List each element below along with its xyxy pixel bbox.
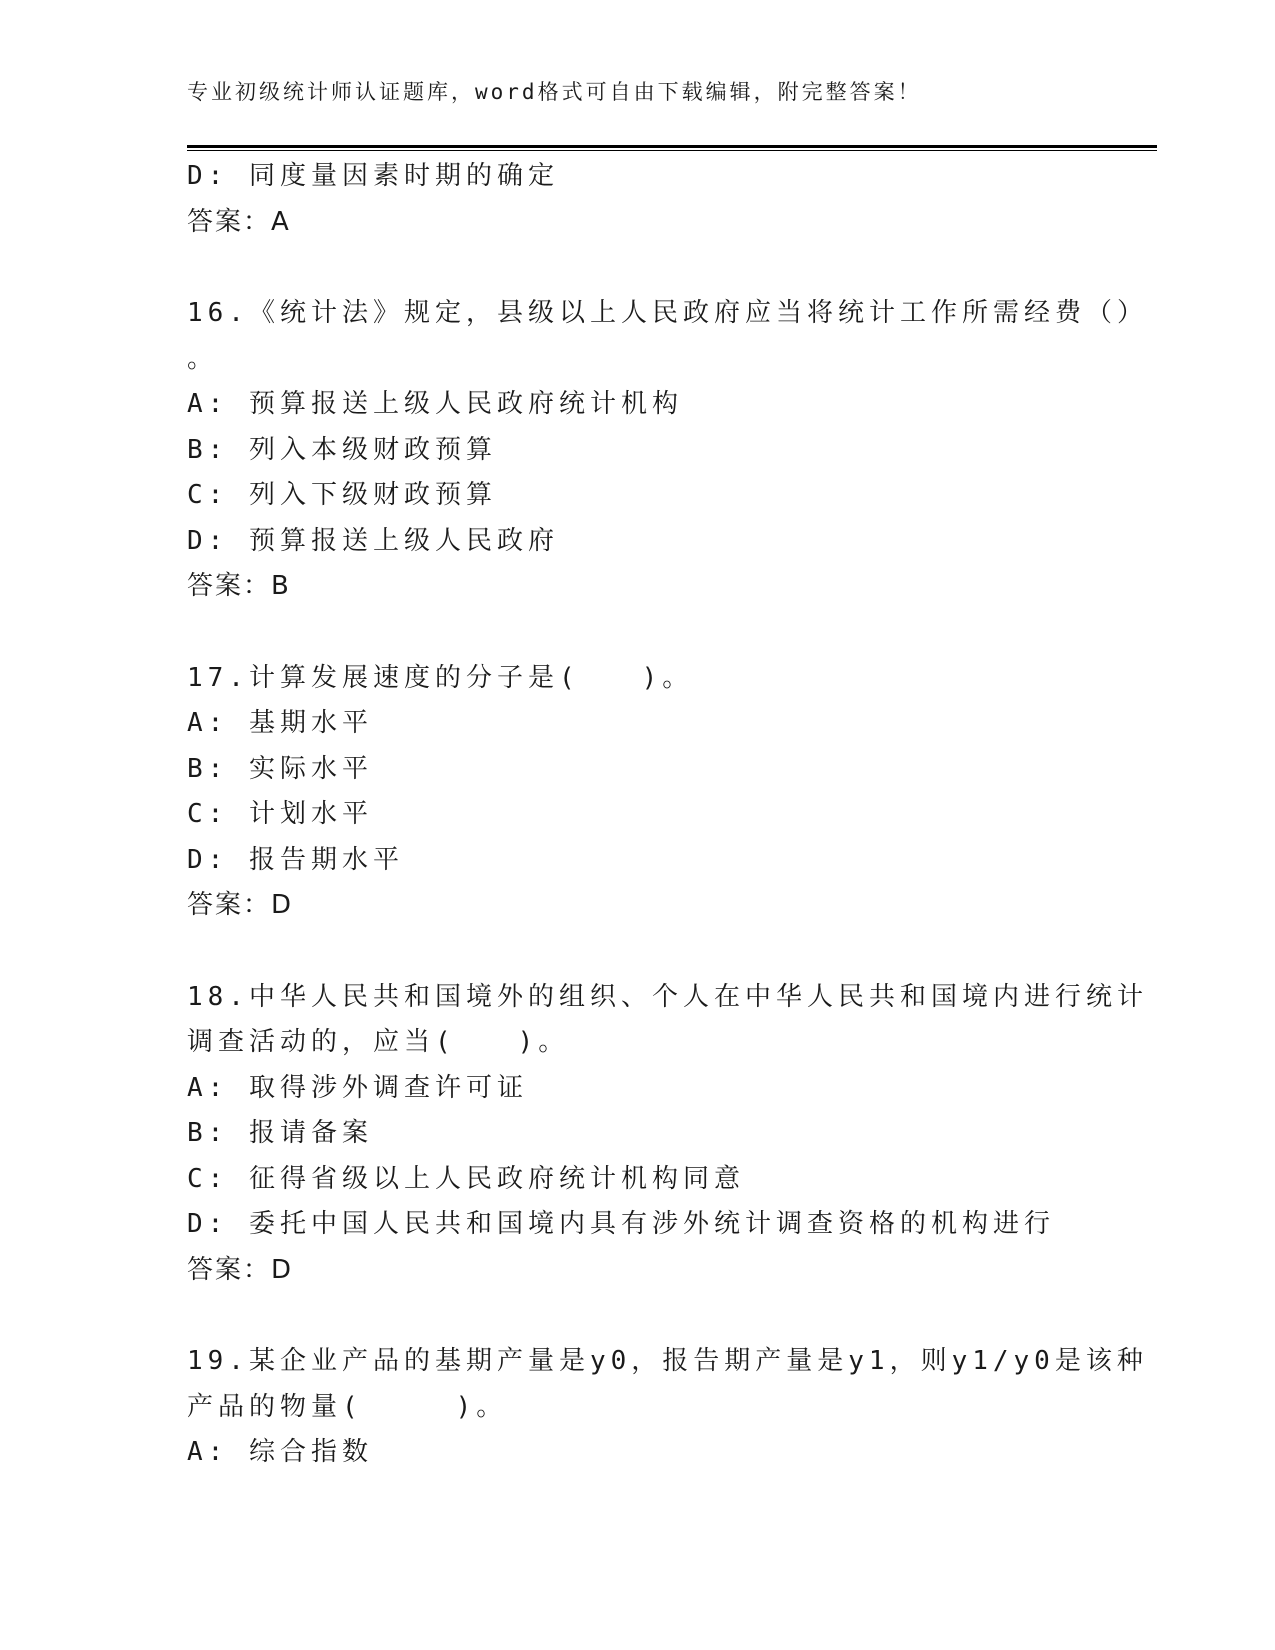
option-c: C: 计划水平 (187, 799, 373, 829)
option-a: A: 预算报送上级人民政府统计机构 (187, 389, 683, 419)
option-a: A: 综合指数 (187, 1437, 373, 1467)
question-list (187, 154, 1148, 1476)
spacer (187, 929, 1087, 975)
question-stem: 19.某企业产品的基期产量是y0，报告期产量是y1，则y1/y0是该种 (187, 1346, 1148, 1376)
option-a: A: 基期水平 (187, 708, 373, 738)
question-block (187, 975, 1148, 1294)
spacer (187, 245, 1087, 291)
question-stem: 16.《统计法》规定，县级以上人民政府应当将统计工作所需经费（） (187, 298, 1148, 328)
option-d: D: 报告期水平 (187, 844, 404, 875)
question-block (187, 1339, 1148, 1476)
question-stem: 18.中华人民共和国境外的组织、个人在中华人民共和国境内进行统计 (187, 981, 1148, 1012)
question-stem-continued: 产品的物量( )。 (187, 1391, 508, 1422)
option-d: D: 预算报送上级人民政府 (187, 525, 559, 556)
option-a: A: 取得涉外调查许可证 (187, 1072, 528, 1103)
spacer (187, 1293, 1087, 1339)
option-b: B: 列入本级财政预算 (187, 434, 497, 465)
answer-line: 答案：A (187, 206, 291, 237)
answer-line: 答案：D (187, 890, 294, 920)
option-b: B: 报请备案 (187, 1118, 373, 1148)
question-stem: 17.计算发展速度的分子是( )。 (187, 662, 694, 693)
answer-line: 答案：B (187, 571, 291, 601)
option-d: D: 同度量因素时期的确定 (187, 161, 559, 191)
header-divider (187, 145, 1157, 151)
spacer (187, 610, 1087, 656)
page-header: 专业初级统计师认证题库，word格式可自由下载编辑，附完整答案！ (187, 80, 922, 104)
option-c: C: 征得省级以上人民政府统计机构同意 (187, 1163, 745, 1194)
question-block (187, 291, 1148, 610)
answer-line: 答案：D (187, 1254, 294, 1285)
question-block (187, 656, 1087, 929)
option-d: D: 委托中国人民共和国境内具有涉外统计调查资格的机构进行 (187, 1209, 1055, 1239)
question-block (187, 154, 1087, 245)
option-b: B: 实际水平 (187, 753, 373, 784)
option-c: C: 列入下级财政预算 (187, 480, 497, 510)
question-stem-continued: 调查活动的，应当( )。 (187, 1027, 570, 1057)
question-stem-continued: 。 (187, 343, 219, 374)
